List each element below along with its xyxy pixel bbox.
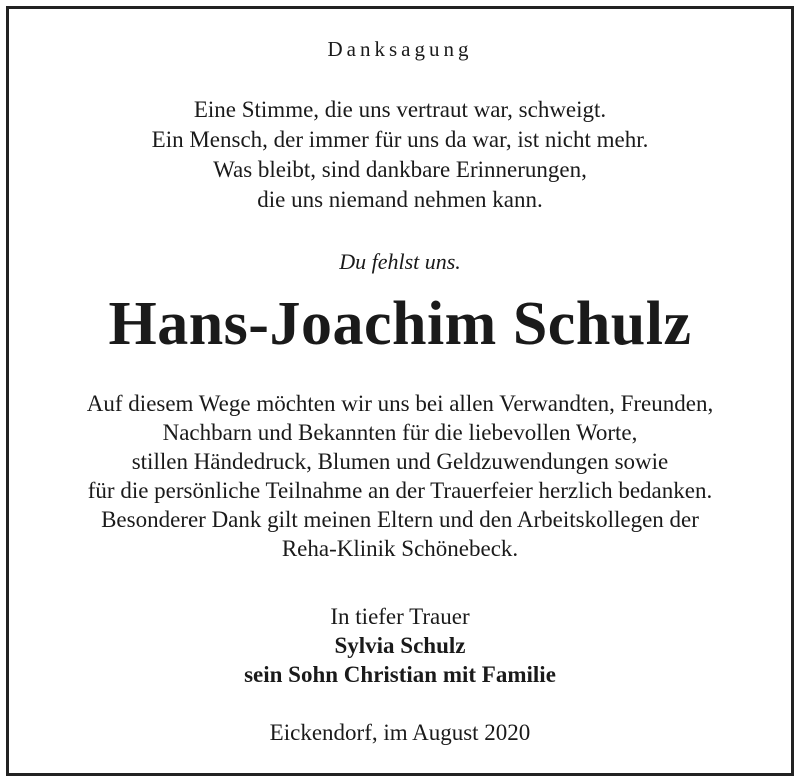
verse-line: Eine Stimme, die uns vertraut war, schweigt. — [193, 97, 607, 122]
mourner-name: sein Sohn Christian mit Familie — [244, 662, 556, 687]
notice-heading: Danksagung — [327, 37, 473, 61]
verse-line: die uns niemand nehmen kann. — [257, 187, 543, 212]
obituary-notice — [6, 6, 794, 776]
verse-line: Was bleibt, sind dankbare Erinnerungen, — [213, 157, 587, 182]
thanks-line: Nachbarn und Bekannten für die liebevollen Worte, — [162, 420, 638, 445]
thanks-line: für die persönliche Teilnahme an der Trauerfeier herzlich bedanken. — [87, 478, 713, 503]
deceased-name: Hans-Joachim Schulz — [108, 290, 692, 358]
thanks-line: stillen Händedruck, Blumen und Geldzuwendungen sowie — [131, 449, 669, 474]
mourning-line: In tiefer Trauer — [330, 604, 470, 629]
verse-line: Ein Mensch, der immer für uns da war, ist nicht mehr. — [151, 127, 649, 152]
thanks-line: Besonderer Dank gilt meinen Eltern und den Arbeitskollegen der — [101, 507, 699, 532]
thanks-line: Auf diesem Wege möchten wir uns bei allen Verwandten, Freunden, — [86, 391, 714, 416]
place-date: Eickendorf, im August 2020 — [269, 720, 531, 745]
thanks-line: Reha-Klinik Schönebeck. — [281, 536, 519, 561]
mourner-name: Sylvia Schulz — [334, 633, 466, 658]
missed-line: Du fehlst uns. — [339, 249, 461, 274]
